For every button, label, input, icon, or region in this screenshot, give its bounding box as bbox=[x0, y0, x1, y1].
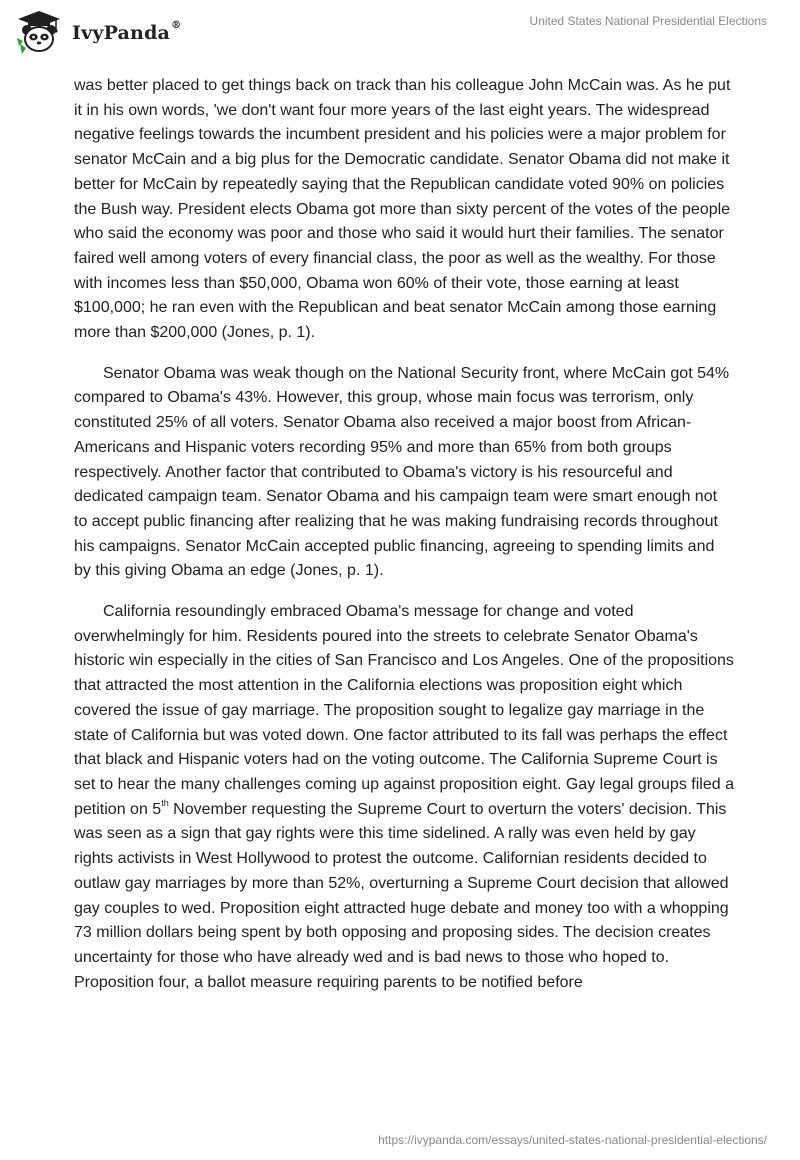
paragraph-3 bbox=[74, 600, 734, 995]
registered-mark: ® bbox=[171, 20, 182, 31]
ivypanda-logo[interactable] bbox=[14, 8, 204, 58]
document-title: United States National Presidential Elections bbox=[529, 14, 767, 28]
logo-text: IvyPanda bbox=[72, 22, 171, 44]
source-url[interactable]: https://ivypanda.com/essays/united-states-national-presidential-elections/ bbox=[378, 1133, 767, 1147]
essay-body bbox=[74, 74, 734, 1011]
logo-wordmark bbox=[72, 22, 181, 44]
panda-graduate-icon bbox=[14, 8, 64, 58]
paragraph-2: Senator Obama was weak though on the National Security front, where McCain got 54% compared to Obama's 43%. However, this group, whose main focus was terrorism, only constituted 25% of all voters. Senator Obama also received a major boost from African-Americans and Hispanic voters recording 95% and more than 65% from both groups respectively. Another factor that contributed to Obama's victory is his resourceful and dedicated campaign team. Senator Obama and his campaign team were smart enough not to accept public financing after realizing that he was making fundraising records throughout his campaigns. Senator McCain accepted public financing, agreeing to spending limits and by this giving Obama an edge (Jones, p. 1). bbox=[74, 364, 730, 580]
paragraph-3-part-1: California resoundingly embraced Obama's message for change and voted overwhelmingly for him. Residents poured into the streets to celebrate Senator Obama's historic win especially in the cities of San Francisco and Los Angeles. One of the propositions that attracted the most attention in the California elections was proposition eight which covered the issue of gay marriage. The proposition sought to legalize gay marriage in the state of California but was voted down. One factor attributed to its fall was perhaps the effect that black and Hispanic voters had on the voting outcome. The California Supreme Court is set to hear the many challenges coming up against proposition eight. Gay legal groups filed a petition on 5 bbox=[74, 603, 734, 818]
paragraph-3-part-2: November requesting the Supreme Court to overturn the voters' decision. This was seen as a sign that gay rights were this time sidelined. A rally was even held by gay rights activists in West Hollywood to protest the outcome. Californian residents decided to outlaw gay marriages by more than 52%, overturning a Supreme Court decision that allowed gay couples to wed. Proposition eight attracted huge debate and money too with a whopping 73 million dollars being spent by both opposing and proposing sides. The decision creates uncertainty for those who have already wed and is bad news to those who hoped to. Proposition four, a ballot measure requiring parents to be notified before bbox=[74, 800, 729, 991]
ordinal-suffix: th bbox=[161, 798, 169, 809]
paragraph-1: was better placed to get things back on track than his colleague John McCain was. As he put it in his own words, 'we don't want four more years of the last eight years. The widespread negative feelings towards the incumbent president and his policies were a major problem for senator McCain and a big plus for the Democratic candidate. Senator Obama did not make it better for McCain by repeatedly saying that the Republican candidate voted 90% on policies the Bush way. President elects Obama got more than sixty percent of the votes of the people who said the economy was poor and those who said it would hurt their families. The senator faired well among voters of every financial class, the poor as well as the wealthy. For those with incomes less than $50,000, Obama won 60% of their vote, those earning at least $100,000; he ran even with the Republican and beat senator McCain among those earning more than $200,000 (Jones, p. 1). bbox=[74, 77, 731, 342]
page-header bbox=[0, 0, 800, 70]
